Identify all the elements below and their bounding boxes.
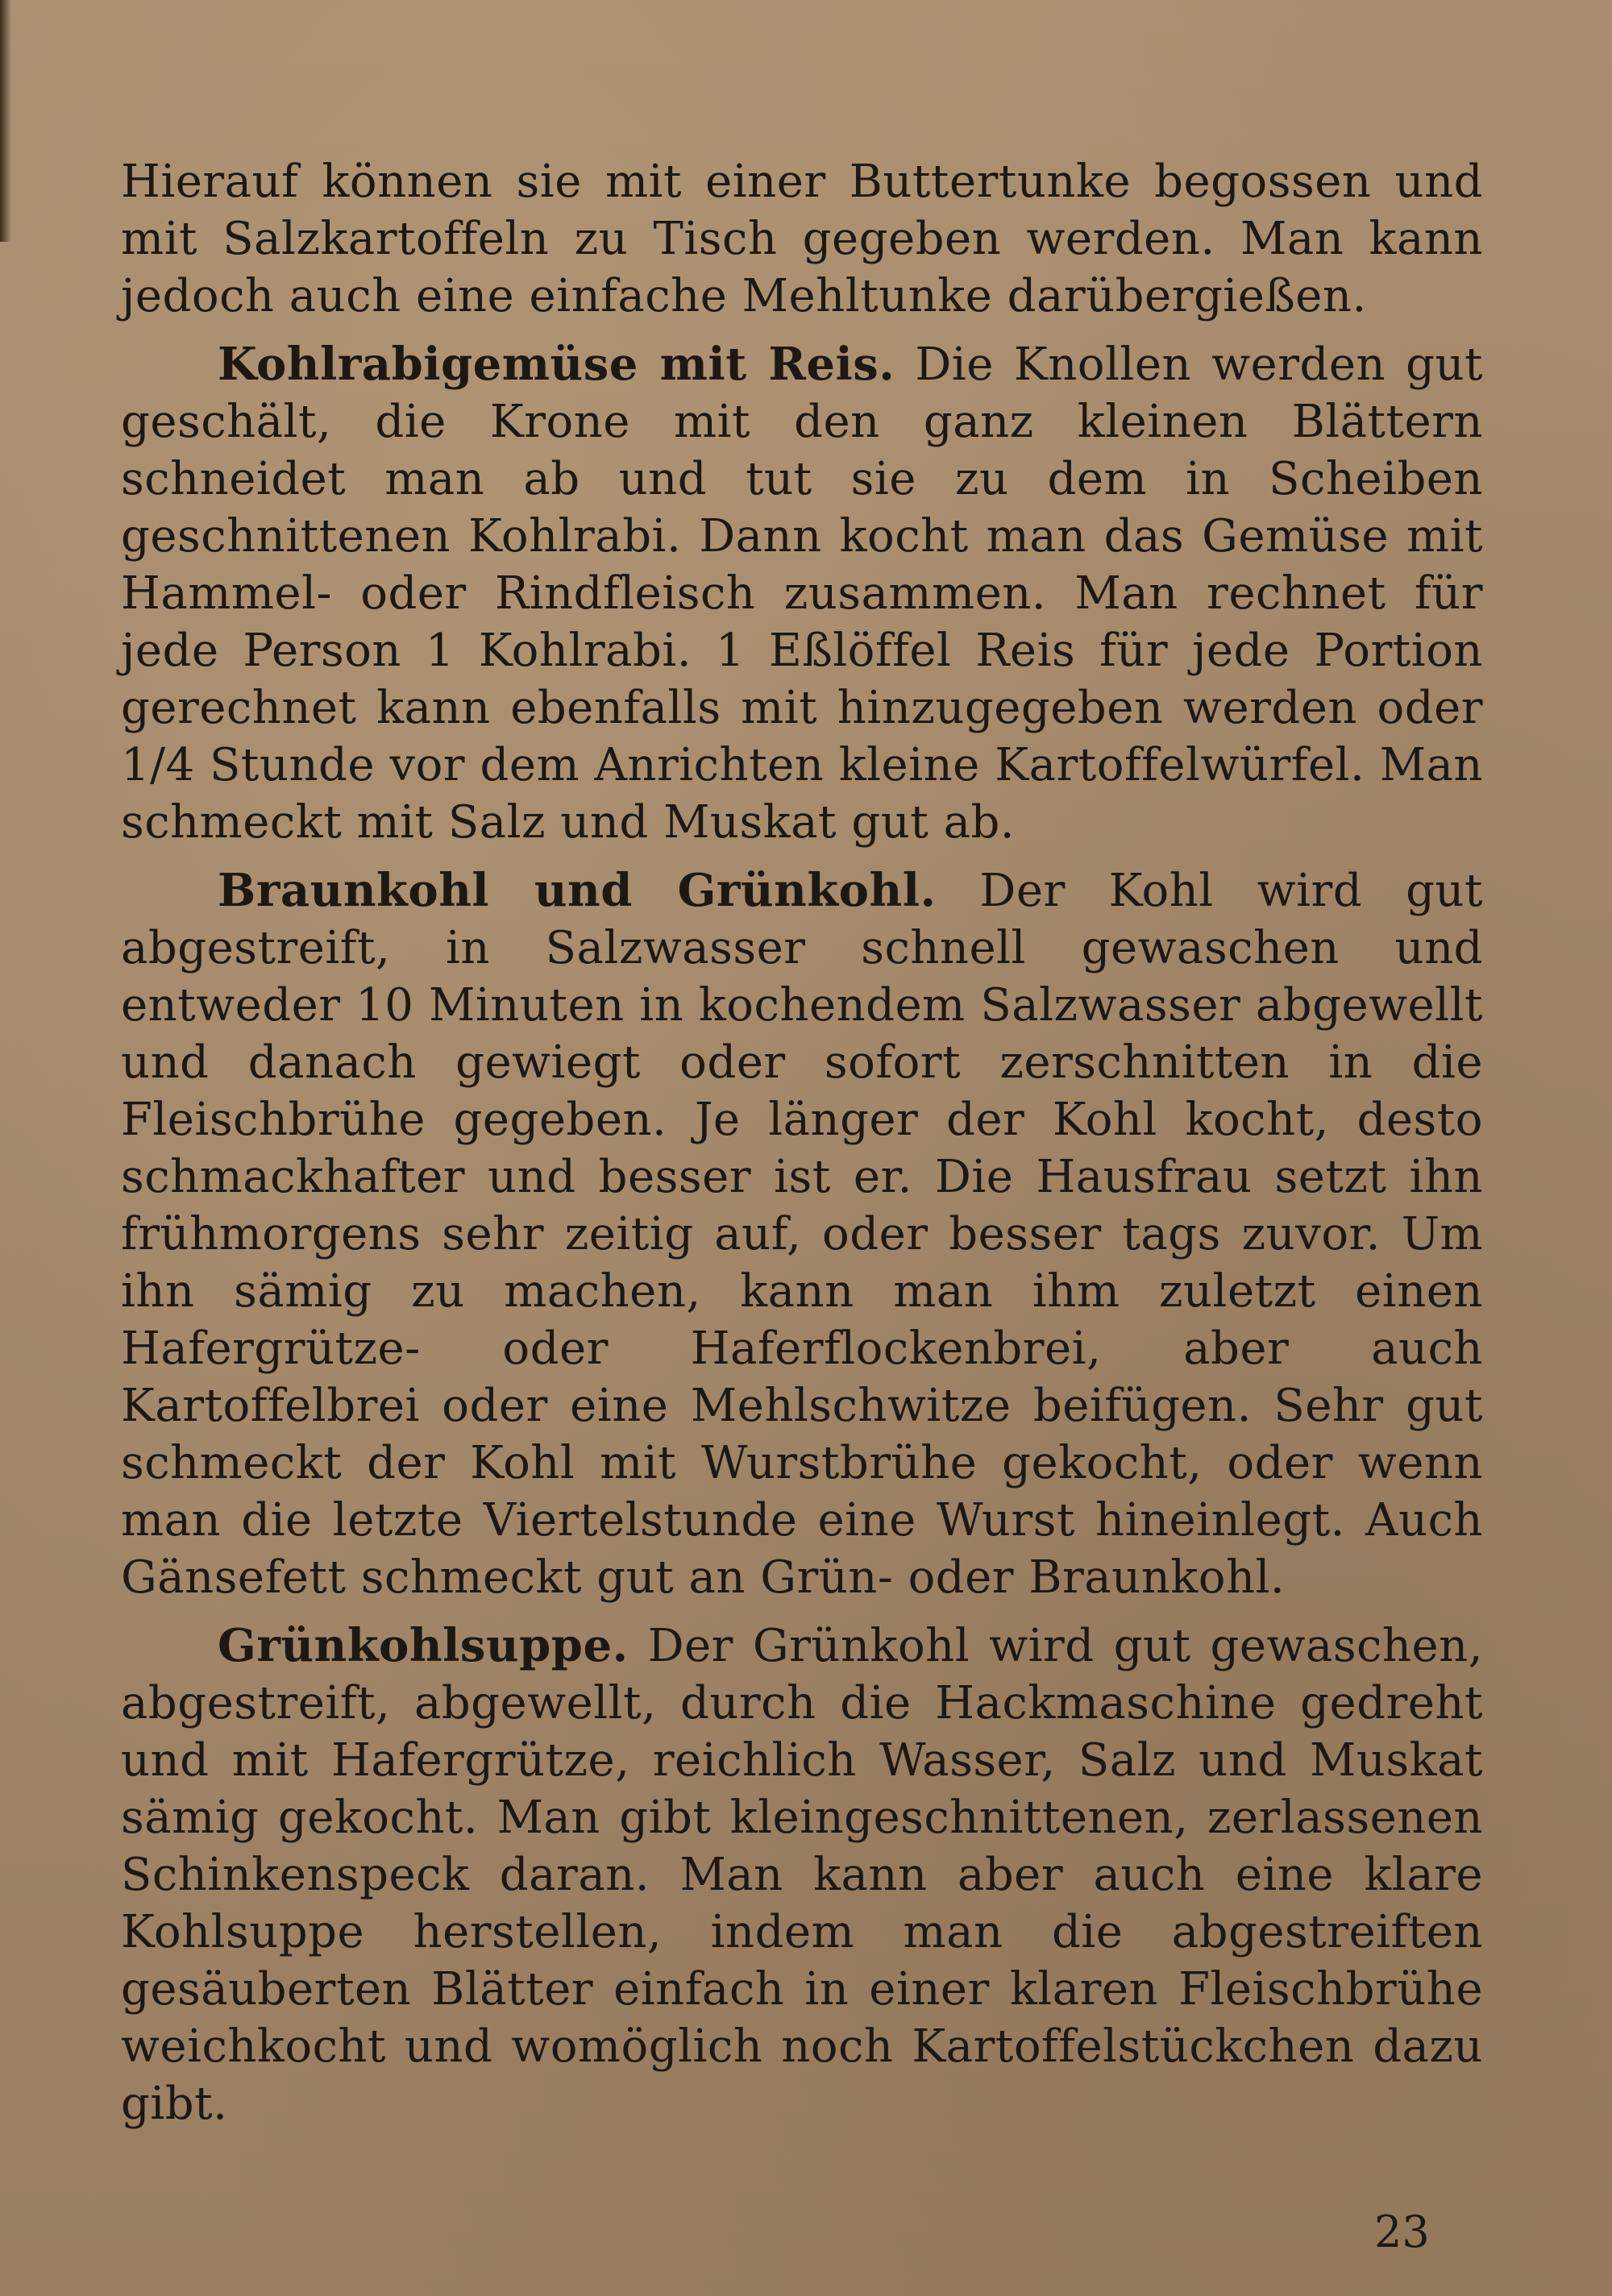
paragraph-intro xyxy=(121,153,1483,325)
recipe-kohlrabigemuese xyxy=(121,336,1483,851)
paragraph-text: Hierauf können sie mit einer Buttertunke begossen und mit Salzkartoffeln zu Tisch gegeben werden. Man kann jedoch auch eine einfache Mehltunke darübergießen. xyxy=(121,156,1483,322)
recipe-text: Der Kohl wird gut abgestreift, in Salzwasser schnell gewaschen und entweder 10 Minuten in kochendem Salzwasser abgewellt und danach gewiegt oder sofort zerschnitten in die Fleischbrühe gegeben. Je länger der Kohl kocht, desto schmackhafter und besser ist er. Die Hausfrau setzt ihn frühmorgens sehr zeitig auf, oder besser tags zuvor. Um ihn sämig zu machen, kann man ihm zuletzt einen Hafergrütze- oder Haferflockenbrei, aber auch Kartoffelbrei oder eine Mehlschwitze beifügen. Sehr gut schmeckt der Kohl mit Wurstbrühe gekocht, oder wenn man die letzte Viertelstunde eine Wurst hineinlegt. Auch Gänsefett schmeckt gut an Grün- oder Braunkohl. xyxy=(121,865,1483,1604)
recipe-braunkohl xyxy=(121,862,1483,1606)
body-text xyxy=(121,153,1483,2144)
binding-shadow xyxy=(0,0,11,242)
recipe-heading: Braunkohl und Grünkohl. xyxy=(218,864,937,917)
recipe-text: Die Knollen werden gut geschält, die Krone mit den ganz kleinen Blättern schneidet man ab und tut sie zu dem in Scheiben geschnittenen Kohlrabi. Dann kocht man das Gemüse mit Hammel- oder Rindfleisch zusammen. Man rechnet für jede Person 1 Kohlrabi. 1 Eßlöffel Reis für jede Portion gerechnet kann ebenfalls mit hinzugegeben werden oder 1/4 Stunde vor dem Anrichten kleine Kartoffelwürfel. Man schmeckt mit Salz und Muskat gut ab. xyxy=(121,338,1484,849)
recipe-text: Der Grünkohl wird gut gewaschen, abgestreift, abgewellt, durch die Hackmaschine gedreht und mit Hafergrütze, reichlich Wasser, Salz und Muskat sämig gekocht. Man gibt kleingeschnittenen, zerlassenen Schinkenspeck daran. Man kann aber auch eine klare Kohlsuppe herstellen, indem man die abgestreiften gesäuberten Blätter einfach in einer klaren Fleischbrühe weichkocht und womöglich noch Kartoffelstückchen dazu gibt. xyxy=(121,1620,1483,2130)
recipe-heading: Grünkohlsuppe. xyxy=(218,1619,629,1672)
page-number: 23 xyxy=(1374,2207,1430,2257)
recipe-heading: Kohlrabigemüse mit Reis. xyxy=(218,338,895,391)
recipe-gruenkohlsuppe xyxy=(121,1617,1483,2132)
